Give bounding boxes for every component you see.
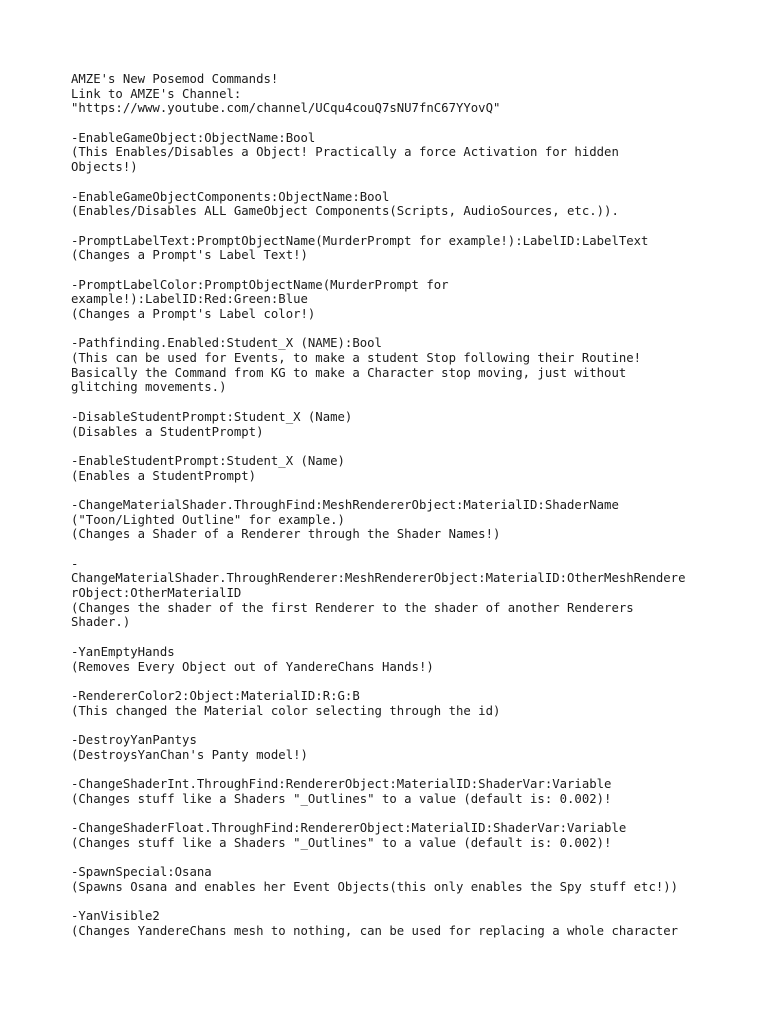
block-spacer [71, 219, 731, 234]
command-description-line: Shader.) [71, 615, 131, 630]
command-description-line: Objects!) [71, 160, 138, 175]
channel-link-url: "https://www.youtube.com/channel/UCqu4couQ7sNU7fnC67YYovQ" [71, 101, 501, 116]
command-block [71, 645, 731, 674]
command-description-line: (This can be used for Events, to make a student Stop following their Routine! [71, 351, 642, 366]
command-block [71, 336, 731, 395]
command-name: -SpawnSpecial:Osana [71, 865, 212, 880]
block-spacer [71, 263, 731, 278]
command-block [71, 454, 731, 483]
command-block [71, 234, 731, 263]
block-spacer [71, 718, 731, 733]
command-block [71, 821, 731, 850]
command-description-line: (Changes a Shader of a Renderer through the Shader Names!) [71, 527, 501, 542]
command-description-line: glitching movements.) [71, 380, 227, 395]
command-name: - [71, 556, 79, 571]
command-description-line: example!):LabelID:Red:Green:Blue [71, 292, 308, 307]
command-description-line: (Changes the shader of the first Renderer to the shader of another Renderers [71, 600, 634, 615]
command-block [71, 733, 731, 762]
command-block [71, 557, 731, 630]
command-description-line: (DestroysYanChan's Panty model!) [71, 747, 308, 762]
command-description-line: (Changes a Prompt's Label Text!) [71, 248, 308, 263]
document-title: AMZE's New Posemod Commands! [71, 72, 279, 86]
command-name: -ChangeShaderFloat.ThroughFind:RendererObject:MaterialID:ShaderVar:Variable [71, 821, 627, 836]
block-spacer [71, 175, 731, 190]
command-block [71, 865, 731, 894]
command-name: -RendererColor2:Object:MaterialID:R:G:B [71, 688, 360, 703]
command-description-line: ("Toon/Lighted Outline" for example.) [71, 512, 345, 527]
command-name: -PromptLabelText:PromptObjectName(MurderPrompt for example!):LabelID:LabelText [71, 233, 649, 248]
command-description-line: (Disables a StudentPrompt) [71, 424, 264, 439]
command-description-line: (Enables/Disables ALL GameObject Components(Scripts, AudioSources, etc.)). [71, 204, 619, 219]
command-name: -YanVisible2 [71, 909, 160, 924]
command-description-line: (Changes a Prompt's Label color!) [71, 307, 316, 321]
command-description-line: ChangeMaterialShader.ThroughRenderer:MeshRendererObject:MaterialID:OtherMeshRendere [71, 571, 686, 586]
command-description-line: Basically the Command from KG to make a Character stop moving, just without [71, 365, 627, 380]
block-spacer [71, 674, 731, 689]
block-spacer [71, 762, 731, 777]
command-block [71, 278, 731, 322]
command-description-line: (Enables a StudentPrompt) [71, 468, 257, 483]
command-block [71, 410, 731, 439]
command-name: -PromptLabelColor:PromptObjectName(MurderPrompt for [71, 277, 449, 292]
command-description-line: (Changes YandereChans mesh to nothing, can be used for replacing a whole character [71, 923, 679, 938]
block-spacer [71, 895, 731, 910]
block-spacer [71, 850, 731, 865]
command-description-line: (Changes stuff like a Shaders "_Outlines" to a value (default is: 0.002)! [71, 835, 612, 850]
document-page [71, 72, 731, 939]
block-spacer [71, 322, 731, 337]
command-name: -DisableStudentPrompt:Student_X (Name) [71, 409, 353, 424]
block-spacer [71, 439, 731, 454]
command-block [71, 909, 731, 938]
block-spacer [71, 483, 731, 498]
command-name: -Pathfinding.Enabled:Student_X (NAME):Bool [71, 336, 382, 351]
block-spacer [71, 630, 731, 645]
command-description-line: rObject:OtherMaterialID [71, 586, 242, 601]
command-block [71, 131, 731, 175]
block-spacer [71, 116, 731, 131]
command-description-line: (This Enables/Disables a Object! Practically a force Activation for hidden [71, 145, 619, 160]
command-name: -ChangeShaderInt.ThroughFind:RendererObject:MaterialID:ShaderVar:Variable [71, 777, 612, 791]
command-block [71, 777, 731, 806]
command-block [71, 689, 731, 718]
block-spacer [71, 806, 731, 821]
command-description-line: (Removes Every Object out of YandereChans Hands!) [71, 659, 434, 674]
command-description-line: (Spawns Osana and enables her Event Objects(this only enables the Spy stuff etc!)) [71, 879, 679, 894]
command-name: -DestroyYanPantys [71, 732, 197, 747]
command-name: -EnableStudentPrompt:Student_X (Name) [71, 453, 345, 468]
command-description-line: (Changes stuff like a Shaders "_Outlines" to a value (default is: 0.002)! [71, 791, 612, 806]
command-name: -YanEmptyHands [71, 644, 175, 659]
block-spacer [71, 542, 731, 557]
command-name: -EnableGameObjectComponents:ObjectName:Bool [71, 189, 390, 204]
block-spacer [71, 395, 731, 410]
channel-link-label: Link to AMZE's Channel: [71, 86, 242, 101]
command-description-line: (This changed the Material color selecting through the id) [71, 703, 501, 718]
command-block [71, 498, 731, 542]
command-name: -ChangeMaterialShader.ThroughFind:MeshRendererObject:MaterialID:ShaderName [71, 497, 619, 512]
command-block [71, 190, 731, 219]
command-name: -EnableGameObject:ObjectName:Bool [71, 130, 316, 145]
command-list [71, 116, 731, 939]
